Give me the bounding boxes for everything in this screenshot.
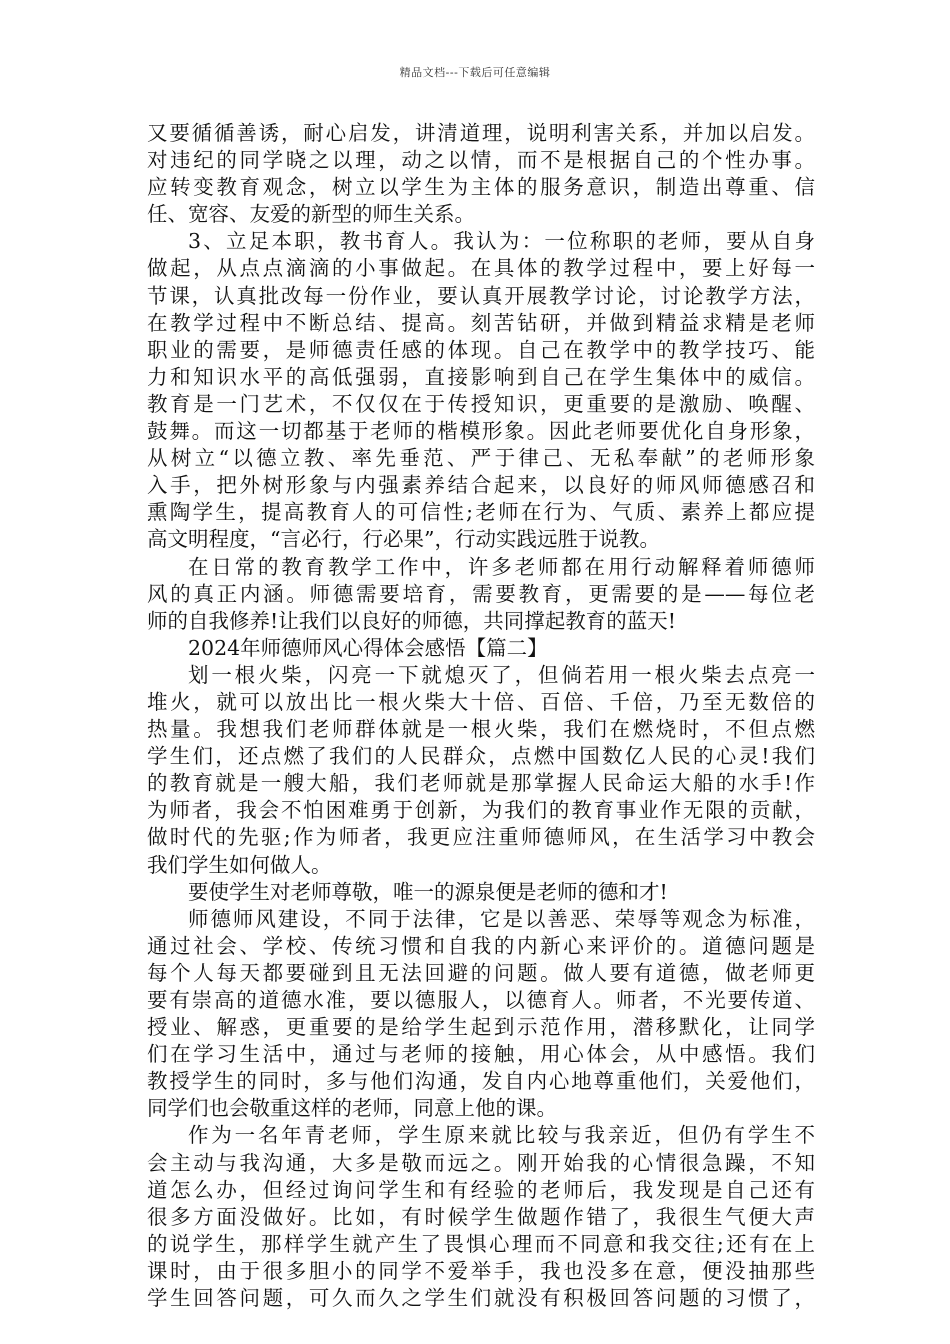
text-line: 风的真正内涵。师德需要培育，需要教育，更需要的是——每位老 <box>147 581 815 606</box>
text-line: 划一根火柴，闪亮一下就熄灭了，但倘若用一根火柴去点亮一 <box>188 662 815 687</box>
text-line: 在教学过程中不断总结、提高。刻苦钻研，并做到精益求精是老师 <box>147 310 815 335</box>
text-line: 3、立足本职，教书育人。我认为：一位称职的老师，要从自身 <box>188 229 815 254</box>
text-line: 应转变教育观念，树立以学生为主体的服务意识，制造出尊重、信 <box>147 175 815 200</box>
text-line: 学生回答问题，可久而久之学生们就没有积极回答问题的习惯了， <box>147 1286 815 1311</box>
text-line: 热量。我想我们老师群体就是一根火柴，我们在燃烧时，不但点燃 <box>147 717 815 742</box>
text-line: 我们学生如何做人。 <box>147 852 332 877</box>
text-line: 节课，认真批改每一份作业，要认真开展教学讨论，讨论教学方法， <box>147 283 815 308</box>
text-line: 为师者，我会不怕困难勇于创新，为我们的教育事业作无限的贡献， <box>147 798 815 823</box>
text-line: 做起，从点点滴滴的小事做起。在具体的教学过程中，要上好每一 <box>147 256 815 281</box>
text-line: 教授学生的同时，多与他们沟通，发自内心地尊重他们，关爱他们， <box>147 1069 815 1094</box>
text-line: 会主动与我沟通，大多是敬而远之。刚开始我的心情很急躁，不知 <box>147 1150 815 1175</box>
text-line: 师德师风建设，不同于法律，它是以善恶、荣辱等观念为标准， <box>188 906 815 931</box>
text-line: 师的自我修养!让我们以良好的师德，共同撑起教育的蓝天! <box>147 608 676 633</box>
text-line: 在日常的教育教学工作中，许多老师都在用行动解释着师德师 <box>188 554 815 579</box>
text-line: 要有崇高的道德水准，要以德服人，以德育人。师者，不光要传道、 <box>147 988 815 1012</box>
text-line: 熏陶学生，提高教育人的可信性;老师在行为、气质、素养上都应提 <box>147 500 815 525</box>
text-line: 每个人每天都要碰到且无法回避的问题。做人要有道德，做老师更 <box>147 960 815 985</box>
text-line: 做时代的先驱;作为师者，我更应注重师德师风，在生活学习中教会 <box>147 825 815 850</box>
text-line: 的说学生，那样学生就产生了畏惧心理而不同意和我交往;还有在上 <box>147 1231 815 1256</box>
text-line: 的教育就是一艘大船，我们老师就是那掌握人民命运大船的水手!作 <box>147 771 815 796</box>
text-line: 很多方面没做好。比如，有时候学生做题作错了，我很生气便大声 <box>147 1204 815 1229</box>
text-line: 授业、解惑，更重要的是给学生起到示范作用，潜移默化，让同学 <box>147 1015 815 1040</box>
text-line: 要使学生对老师尊敬，唯一的源泉便是老师的德和才! <box>188 879 668 904</box>
text-line: 鼓舞。而这一切都基于老师的楷模形象。因此老师要优化自身形象， <box>147 419 815 444</box>
text-line: 作为一名年青老师，学生原来就比较与我亲近，但仍有学生不 <box>188 1123 815 1148</box>
text-line: 道怎么办，但经过询问学生和有经验的老师后，我发现是自己还有 <box>147 1177 815 1202</box>
text-line: 通过社会、学校、传统习惯和自我的内新心来评价的。道德问题是 <box>147 933 815 958</box>
text-line: 又要循循善诱，耐心启发，讲清道理，说明利害关系，并加以启发。 <box>147 121 815 145</box>
text-line: 学生们，还点燃了我们的人民群众，点燃中国数亿人民的心灵!我们 <box>147 744 815 769</box>
text-line: 力和知识水平的高低强弱，直接影响到自己在学生集体中的威信。 <box>147 364 815 389</box>
text-line: 课时，由于很多胆小的同学不爱举手，我也没多在意，便没抽那些 <box>147 1258 815 1283</box>
text-line: 堆火，就可以放出比一根火柴大十倍、百倍、千倍，乃至无数倍的 <box>147 689 815 714</box>
document-body <box>147 120 815 1312</box>
text-line: 同学们也会敬重这样的老师，同意上他的课。 <box>147 1096 557 1121</box>
text-line: 高文明程度，“言必行，行必果”，行动实践远胜于说教。 <box>147 527 660 552</box>
text-line: 任、宽容、友爱的新型的师生关系。 <box>147 202 475 227</box>
text-line: 2024年师德师风心得体会感悟【篇二】 <box>188 635 548 660</box>
text-line: 从树立“以德立教、率先垂范、严于律己、无私奉献”的老师形象 <box>147 446 815 471</box>
text-line: 职业的需要，是师德责任感的体现。自己在教学中的教学技巧、能 <box>147 337 815 362</box>
text-line: 入手，把外树形象与内强素养结合起来，以良好的师风师德感召和 <box>147 473 815 498</box>
text-line: 教育是一门艺术，不仅仅在于传授知识，更重要的是激励、唤醒、 <box>147 391 815 416</box>
page-header: 精品文档---下载后可任意编辑 <box>399 66 551 79</box>
text-line: 们在学习生活中，通过与老师的接触，用心体会，从中感悟。我们 <box>147 1042 815 1067</box>
text-line: 对违纪的同学晓之以理，动之以情，而不是根据自己的个性办事。 <box>147 148 815 173</box>
